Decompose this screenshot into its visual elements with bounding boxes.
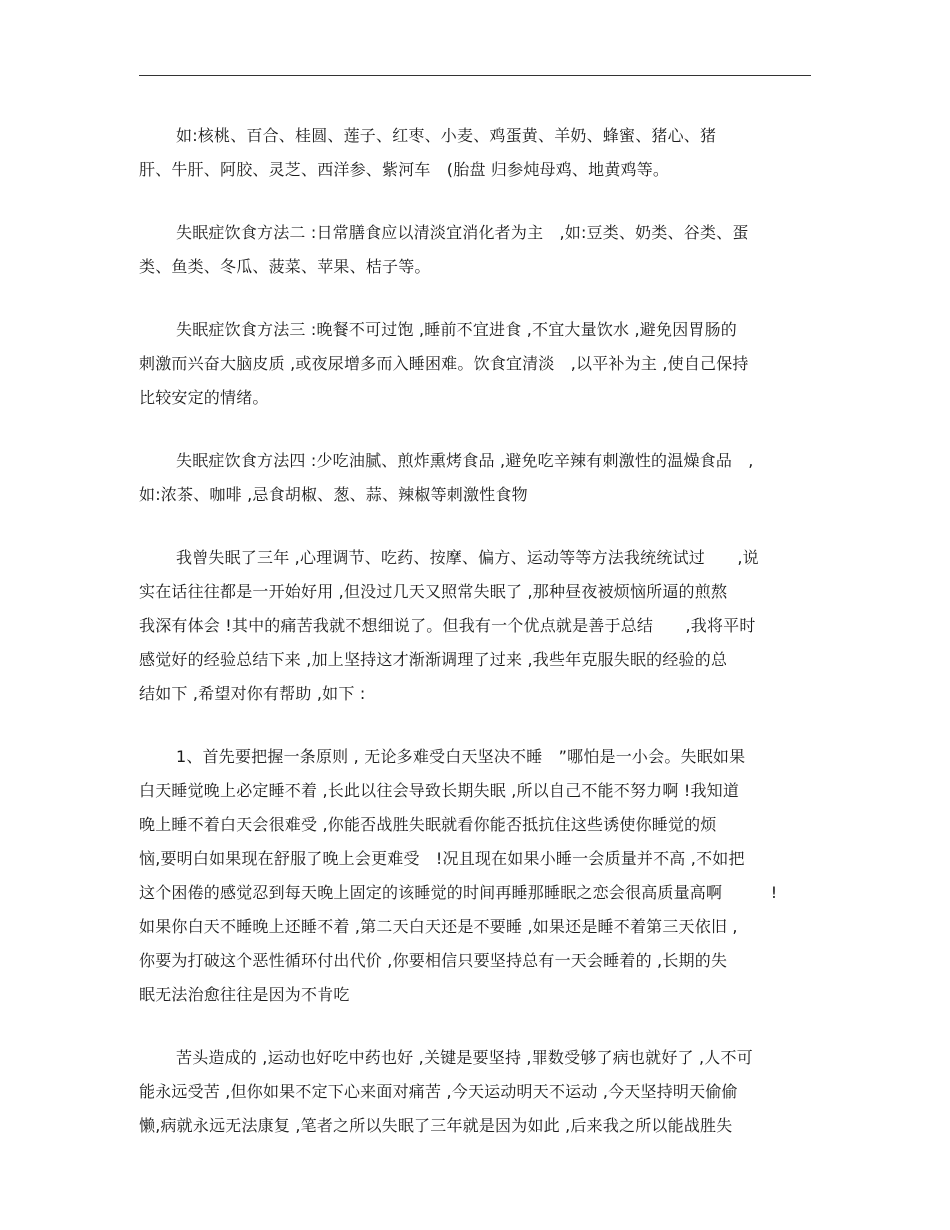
text-line: 你要为打破这个恶性循环付出代价 ,你要相信只要坚持总有一天会睡着的 ,长期的失 [139, 951, 728, 970]
paragraph-personal-experience [139, 541, 811, 711]
text-line: 失眠症饮食方法二 :日常膳食应以清淡宜消化者为主 ,如:豆类、奶类、谷类、蛋 [176, 223, 749, 242]
text-line: 能永远受苦 ,但你如果不定下心来面对痛苦 ,今天运动明天不运动 ,今天坚持明天偷偷 [139, 1082, 738, 1101]
text-line: 白天睡觉晚上必定睡不着 ,长此以往会导致长期失眠 ,所以自己不能不努力啊 !我知道 [139, 781, 740, 800]
text-line: 失眠症饮食方法三 :晚餐不可过饱 ,睡前不宜进食 ,不宜大量饮水 ,避免因胃肠的 [176, 320, 737, 339]
text-line: 类、鱼类、冬瓜、菠菜、苹果、桔子等。 [139, 257, 431, 276]
text-line: 实在话往往都是一开始好用 ,但没过几天又照常失眠了 ,那种昼夜被烦恼所逼的煎熬 [139, 582, 728, 601]
text-line: 如果你白天不睡晚上还睡不着 ,第二天白天还是不要睡 ,如果还是睡不着第三天依旧 , [139, 917, 738, 936]
paragraph-method-three [139, 313, 811, 415]
text-line: 刺激而兴奋大脑皮质 ,或夜尿增多而入睡困难。饮食宜清淡 ,以平补为主 ,使自己保持 [139, 354, 749, 373]
text-line: 感觉好的经验总结下来 ,加上坚持这才渐渐调理了过来 ,我些年克服失眠的经验的总 [139, 650, 728, 669]
text-line: 这个困倦的感觉忍到每天晚上固定的该睡觉的时间再睡那睡眠之恋会很高质量高啊 ! [139, 883, 778, 902]
paragraph-principle-one [139, 740, 811, 1012]
text-line: 如:核桃、百合、桂圆、莲子、红枣、小麦、鸡蛋黄、羊奶、蜂蜜、猪心、猪 [176, 126, 717, 145]
document-body [139, 119, 811, 1172]
text-line: 如:浓茶、咖啡 ,忌食胡椒、葱、蒜、辣椒等刺激性食物 [139, 485, 528, 504]
text-line: 眠无法治愈往往是因为不肯吃 [139, 985, 350, 1004]
paragraph-foods-list [139, 119, 811, 187]
text-line: 比较安定的情绪。 [139, 388, 269, 407]
text-line: 失眠症饮食方法四 :少吃油腻、煎炸熏烤食品 ,避免吃辛辣有刺激性的温燥食品 , [176, 451, 754, 470]
text-line: 我深有体会 !其中的痛苦我就不想细说了。但我有一个优点就是善于总结 ,我将平时 [139, 616, 756, 635]
text-line: 懒,病就永远无法康复 ,笔者之所以失眠了三年就是因为如此 ,后来我之所以能战胜失 [139, 1116, 733, 1135]
paragraph-method-two [139, 216, 811, 284]
header-rule [139, 75, 811, 76]
text-line: 肝、牛肝、阿胶、灵芝、西洋参、紫河车 (胎盘 归参炖母鸡、地黄鸡等。 [139, 160, 670, 179]
paragraph-method-four [139, 444, 811, 512]
text-line: 我曾失眠了三年 ,心理调节、吃药、按摩、偏方、运动等等方法我统统试过 ,说 [176, 548, 759, 567]
text-line: 恼,要明白如果现在舒服了晚上会更难受 !况且现在如果小睡一会质量并不高 ,不如把 [139, 849, 745, 868]
text-line: 1、首先要把握一条原则 , 无论多难受白天坚决不睡 ”哪怕是一小会。失眠如果 [176, 747, 746, 766]
paragraph-persistence [139, 1041, 811, 1143]
text-line: 苦头造成的 ,运动也好吃中药也好 ,关键是要坚持 ,罪数受够了病也就好了 ,人不可 [176, 1048, 753, 1067]
text-line: 晚上睡不着白天会很难受 ,你能否战胜失眠就看你能否抵抗住这些诱使你睡觉的烦 [139, 815, 717, 834]
text-line: 结如下 ,希望对你有帮助 ,如下 : [139, 684, 366, 703]
